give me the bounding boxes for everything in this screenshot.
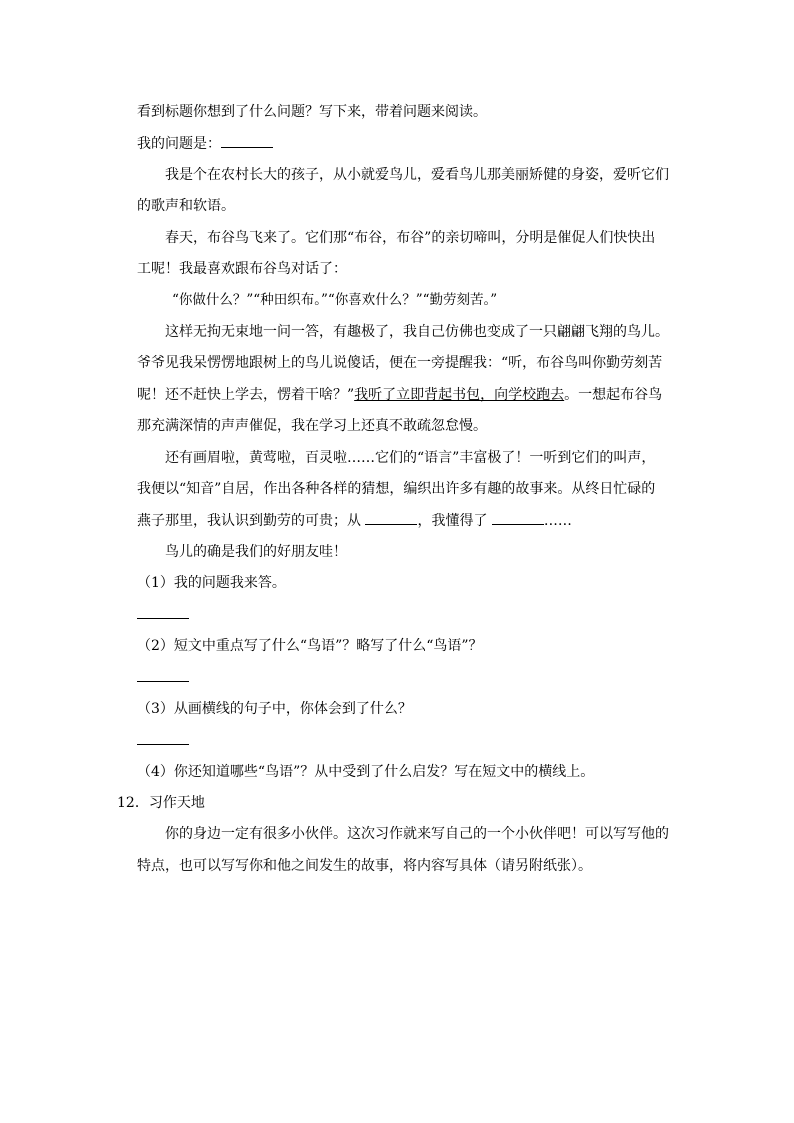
passage-p3-line2: 爷爷见我呆愣愣地跟树上的鸟儿说傻话，便在一旁提醒我：“听，布谷鸟叫你勤劳刻苦: [137, 355, 663, 371]
question-1-text: 我的问题我来答。: [173, 575, 286, 591]
passage-p3-line3-b: 。一想起布谷鸟: [564, 387, 663, 403]
passage-p4-line1: 还有画眉啦，黄莺啦，百灵啦……它们的“语言”丰富极了！一听到它们的叫声，: [165, 450, 656, 466]
passage-p4-line2: 我便以“知音”自居，作出各种各样的猜想，编织出许多有趣的故事来。从终日忙碌的: [137, 481, 656, 497]
intro-prompt: 看到标题你想到了什么问题？写下来，带着问题来阅读。: [137, 104, 487, 120]
answer-3-line[interactable]: [137, 730, 189, 751]
passage-p3-line3-a: 呢！还不赶快上学去，愣着干啥？”: [137, 387, 355, 403]
section-12-line1: 你的身边一定有很多小伙伴。这次习作就来写自己的一个小伙伴吧！可以写写他的: [165, 826, 669, 842]
passage-p4-line3-b: ，我懂得了: [417, 513, 488, 529]
passage-p3-line1: 这样无拘无束地一问一答，有趣极了，我自己仿佛也变成了一只翩翩飞翔的鸟儿。: [165, 324, 669, 340]
fill-blank-from[interactable]: [365, 510, 417, 525]
answer-1-line[interactable]: [137, 604, 189, 625]
passage-p5: 鸟儿的确是我们的好朋友哇！: [165, 544, 347, 560]
bird-dialog: “你做什么？”“种田织布。”“你喜欢什么？”“勤劳刻苦。”: [172, 292, 498, 308]
question-3-text: 从画横线的句子中，你体会到了什么？: [173, 701, 412, 717]
question-4-number: （4）: [137, 764, 174, 780]
answer-2-line[interactable]: [137, 667, 189, 688]
question-2: [137, 636, 483, 656]
passage-p4-line3-c: ……: [543, 513, 572, 529]
passage-p1-line1: 我是个在农村长大的孩子，从小就爱鸟儿，爱看鸟儿那美丽矫健的身姿，爱听它们: [165, 167, 669, 183]
passage-p1-line2: 的歌声和软语。: [137, 198, 235, 214]
underlined-sentence: 我听了立即背起书包，向学校跑去: [354, 387, 565, 403]
section-12-title: 习作天地: [148, 795, 205, 811]
question-3: [137, 699, 412, 719]
answer-1-blank[interactable]: [137, 604, 189, 619]
passage-p2-line2: 工呢！我最喜欢跟布谷鸟对话了：: [137, 261, 347, 277]
my-question-blank[interactable]: [221, 133, 273, 148]
my-question-label: 我的问题是：: [137, 136, 221, 152]
passage-p4-line3-a: 燕子那里，我认识到勤劳的可贵；从: [137, 513, 361, 529]
question-4-text: 你还知道哪些“鸟语”？从中受到了什么启发？写在短文中的横线上。: [173, 764, 595, 780]
answer-2-blank[interactable]: [137, 667, 189, 682]
passage-p2-line1: 春天，布谷鸟飞来了。它们那“布谷，布谷”的亲切啼叫，分明是催促人们快快出: [165, 230, 656, 246]
passage-p4-line3: [137, 510, 572, 531]
passage-p3-line4: 那充满深情的声声催促，我在学习上还真不敢疏忽怠慢。: [137, 418, 487, 434]
question-2-number: （2）: [137, 638, 174, 654]
section-12-number: 12．: [117, 795, 149, 811]
section-12-line2: 特点，也可以写写你和他之间发生的故事，将内容写具体（请另附纸张）。: [137, 858, 592, 874]
section-12-heading: [117, 793, 205, 813]
fill-blank-learned[interactable]: [492, 510, 544, 525]
question-3-number: （3）: [137, 701, 174, 717]
question-2-text: 短文中重点写了什么“鸟语”？略写了什么“鸟语”？: [173, 638, 483, 654]
passage-p3-line3: [137, 385, 662, 405]
answer-3-blank[interactable]: [137, 730, 189, 745]
question-1: [137, 573, 286, 593]
my-question-line: [137, 133, 273, 154]
question-4: [137, 762, 594, 782]
question-1-number: （1）: [137, 575, 174, 591]
